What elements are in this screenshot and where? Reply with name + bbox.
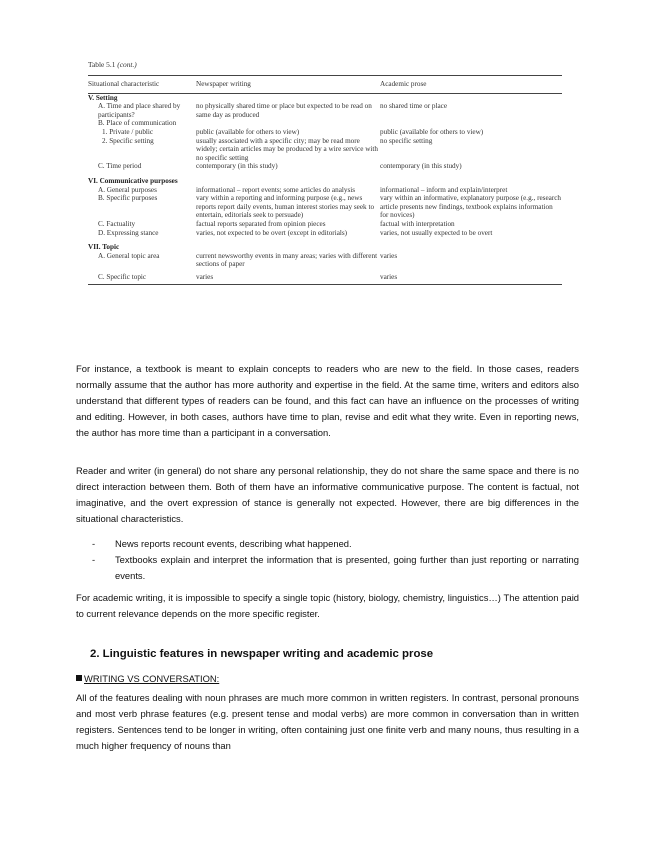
section-heading: 2. Linguistic features in newspaper writing and academic prose: [90, 648, 434, 660]
table-row: C. Factuality factual reports separated from opinion pieces factual with interpretation: [98, 219, 455, 228]
bullet-dash: -: [92, 554, 96, 565]
paragraph-noun-phrases: All of the features dealing with noun phrases are much more common in written registers. In contrast, personal pronouns and most verb phrase features (e.g. present tense and modal verbs) are more common in conversation than in written registers. Sentences tend to be longer in writing, often containing just one finite verb and many nouns, thus resulting in a much higher frequency of nouns than: [76, 692, 579, 751]
section-row: [88, 171, 562, 186]
list-item: - News reports recount events, describing what happened.: [92, 536, 579, 552]
table-caption: Table 5.1 (cont.): [88, 60, 137, 69]
table-row: C. Time period contemporary (in this study) contemporary (in this study): [98, 162, 462, 171]
header-newspaper: Newspaper writing: [196, 76, 380, 94]
bullet-list: [92, 536, 579, 584]
paragraph-academic-topic: For academic writing, it is impossible to specify a single topic (history, biology, chemistry, linguistics…) The attention paid to current relevance depends on the more specific register.: [76, 592, 579, 619]
table-row: 1. Private / public public (available for others to view) public (available for others to view): [102, 127, 484, 136]
table-row: A. General topic area current newsworthy events in many areas; varies with different sections of paper varies: [98, 251, 398, 269]
section-row: [88, 237, 562, 252]
table-row: A. General purposes informational – report events; some articles do analysis informational – inform and explain/interpret: [98, 185, 508, 194]
paragraph-textbook: For instance, a textbook is meant to explain concepts to readers who are new to the field. In those cases, readers normally assume that the author has more authority and expertise in the field. At the same time, writers and editors also understand that different types of readers can be found, and this fact can have an influence on the processes of writing and editing. However, in both cases, authors have time to plan, revise and edit what they write. Even in reporting news, the author has more time than a participant in a conversation.: [76, 363, 579, 438]
section-title: VII. Topic: [88, 243, 120, 252]
section-title: VI. Communicative purposes: [88, 176, 178, 185]
section-title: V. Setting: [88, 93, 118, 102]
header-academic: Academic prose: [380, 76, 562, 94]
table-row: C. Specific topic varies varies: [88, 269, 562, 285]
paragraph-reader-writer: Reader and writer (in general) do not share any personal relationship, they do not share the same space and there is no direct interaction between them. Both of them have an informative communicative purpose. The content is factual, not imaginative, and the overt expression of stance is generally not expected. However, there are big differences in the situational characteristics.: [76, 465, 579, 524]
list-item: - Textbooks explain and interpret the information that is presented, going further than just reporting or narrating events.: [92, 554, 579, 581]
bullet-dash: -: [92, 538, 96, 549]
square-bullet-icon: [76, 675, 82, 681]
situational-table-block: [88, 60, 562, 285]
table-row: B. Place of communication: [98, 119, 177, 128]
table-row: A. Time and place shared by participants? no physically shared time or place but expected to be read on same day as produced no shared time or place: [98, 102, 448, 119]
table-caption-cont: (cont.): [117, 60, 137, 69]
section-row: [88, 93, 562, 102]
table-row: D. Expressing stance varies, not expected to be overt (except in editorials) varies, not usually expected to be overt: [98, 228, 493, 237]
situational-characteristics-table: [88, 75, 562, 285]
table-row: B. Specific purposes vary within a reporting and informing purpose (e.g., news reports report daily events, human interest stories may seek to entertain, editorials seek to persuade) vary within an informative, explanatory purpose (e.g., research article presents new findings, textbook explains information for novices): [98, 194, 562, 220]
subheading: WRITING VS CONVERSATION:: [76, 673, 219, 684]
table-header-row: [88, 76, 562, 94]
table-row: 2. Specific setting usually associated with a specific city; may be read more widely; certain articles may be produced by a wire service with no specific setting no specific setting: [102, 136, 433, 162]
header-situational: Situational characteristic: [88, 76, 196, 94]
